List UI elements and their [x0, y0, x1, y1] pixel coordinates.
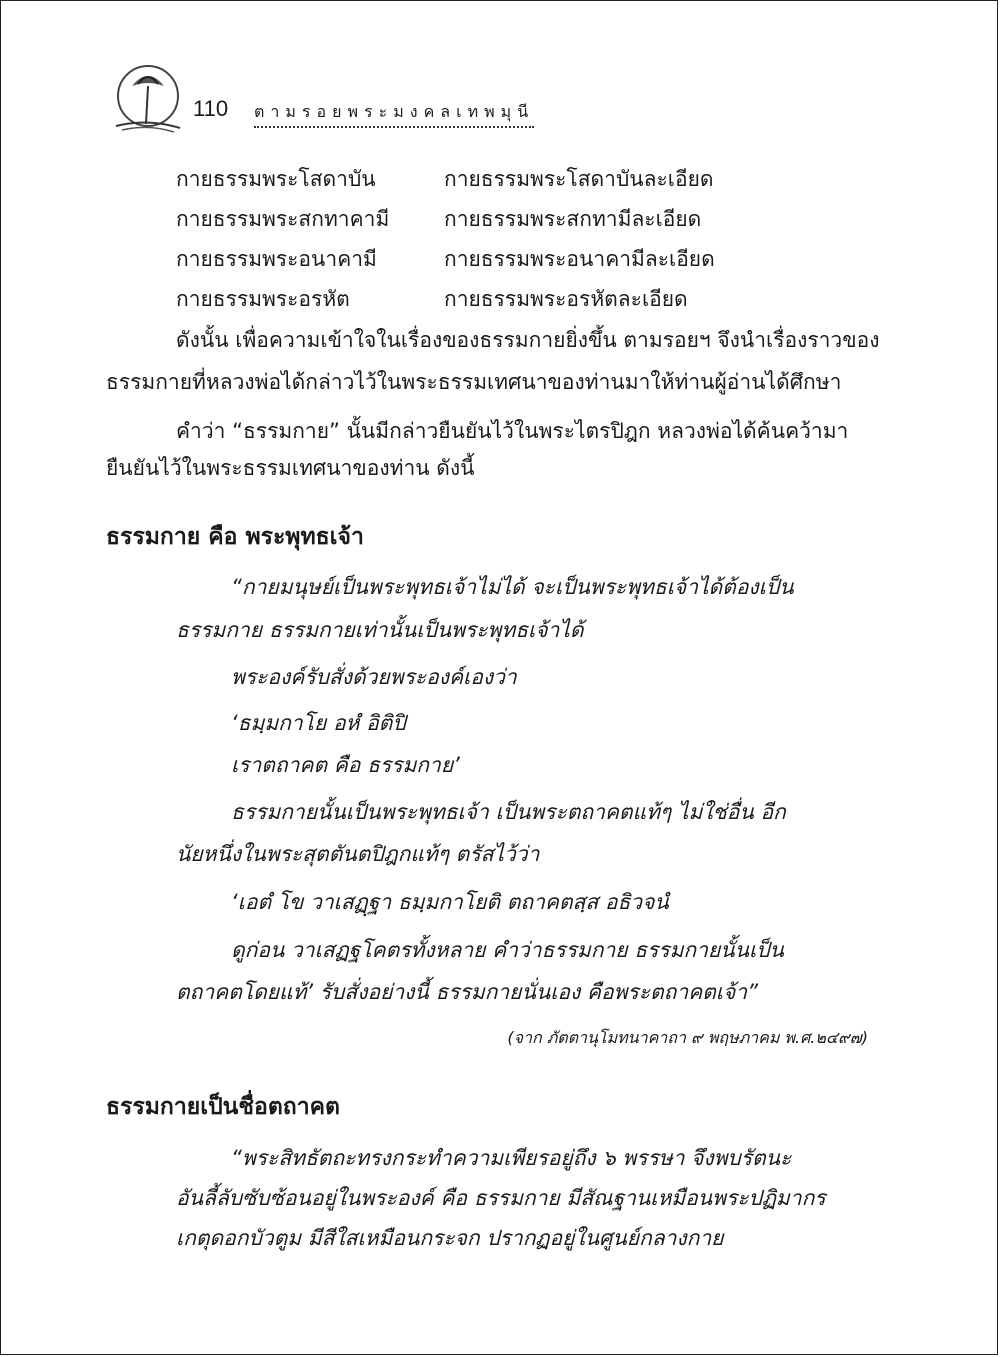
intro-line: ธรรมกายที่หลวงพ่อได้กล่าวไว้ในพระธรรมเทศนาของท่านมาให้ท่านผู้อ่านได้ศึกษา	[106, 370, 842, 394]
header-dotted-rule	[254, 124, 534, 128]
quote-line: ตถาคตโดยแท้’ รับสั่งอย่างนี้ ธรรมกายนั่นเอง คือพระตถาคตเจ้า”	[176, 980, 758, 1004]
page-number: 110	[193, 96, 229, 121]
lotus-emblem-icon	[102, 52, 186, 136]
quote-line: ‘ธมฺมกาโย อหํ อิติปิ	[231, 711, 406, 735]
quote-line: ดูก่อน วาเสฏฐโคตรทั้งหลาย คำว่าธรรมกาย ธรรมกายนั้นเป็น	[231, 938, 784, 962]
pair-right: กายธรรมพระสกทามีละเอียด	[444, 207, 702, 231]
intro-line: ยืนยันไว้ในพระธรรมเทศนาของท่าน ดังนี้	[106, 456, 475, 480]
quote-line: “พระสิทธัตถะทรงกระทำความเพียรอยู่ถึง ๖ พรรษา จึงพบรัตนะ	[231, 1146, 792, 1170]
pair-right: กายธรรมพระอรหัตละเอียด	[444, 287, 688, 311]
citation: (จาก ภัตตานุโมทนาคาถา ๙ พฤษภาคม พ.ศ.๒๔๙๗)	[507, 1028, 868, 1047]
pair-left: กายธรรมพระโสดาบัน	[176, 167, 376, 191]
pair-left: กายธรรมพระอนาคามี	[176, 247, 377, 271]
section-heading: ธรรมกายเป็นชื่อตถาคต	[106, 1094, 340, 1120]
quote-line: ‘เอตํ โข วาเสฏฺฐา ธมฺมกาโยติ ตถาคตสฺส อธิวจนํ	[231, 890, 669, 914]
intro-line: ดังนั้น เพื่อความเข้าใจในเรื่องของธรรมกายยิ่งขึ้น ตามรอยฯ จึงนำเรื่องราวของ	[176, 328, 880, 352]
pair-left: กายธรรมพระสกทาคามี	[176, 207, 390, 231]
quote-line: “กายมนุษย์เป็นพระพุทธเจ้าไม่ได้ จะเป็นพระพุทธเจ้าได้ต้องเป็น	[231, 575, 794, 599]
intro-line: คำว่า “ธรรมกาย” นั้นมีกล่าวยืนยันไว้ในพระไตรปิฎก หลวงพ่อได้ค้นคว้ามา	[176, 419, 849, 443]
quote-line: อันลี้ลับซับซ้อนอยู่ในพระองค์ คือ ธรรมกาย มีสัณฐานเหมือนพระปฏิมากร	[176, 1186, 826, 1210]
quote-line: นัยหนึ่งในพระสุตตันตปิฎกแท้ๆ ตรัสไว้ว่า	[176, 842, 540, 866]
quote-line: พระองค์รับสั่งด้วยพระองค์เองว่า	[231, 665, 517, 689]
pair-right: กายธรรมพระโสดาบันละเอียด	[444, 167, 714, 191]
pair-left: กายธรรมพระอรหัต	[176, 287, 350, 311]
quote-line: ธรรมกาย ธรรมกายเท่านั้นเป็นพระพุทธเจ้าได้	[176, 618, 584, 642]
quote-line: เกตุดอกบัวตูม มีสีใสเหมือนกระจก ปรากฏอยู่ในศูนย์กลางกาย	[176, 1226, 724, 1250]
quote-line: เราตถาคต คือ ธรรมกาย’	[231, 753, 460, 777]
pair-right: กายธรรมพระอนาคามีละเอียด	[444, 247, 715, 271]
running-title: ตามรอยพระมงคลเทพมุนี	[254, 102, 535, 121]
section-heading: ธรรมกาย คือ พระพุทธเจ้า	[106, 524, 364, 550]
quote-line: ธรรมกายนั้นเป็นพระพุทธเจ้า เป็นพระตถาคตแท้ๆ ไม่ใช่อื่น อีก	[231, 800, 786, 824]
